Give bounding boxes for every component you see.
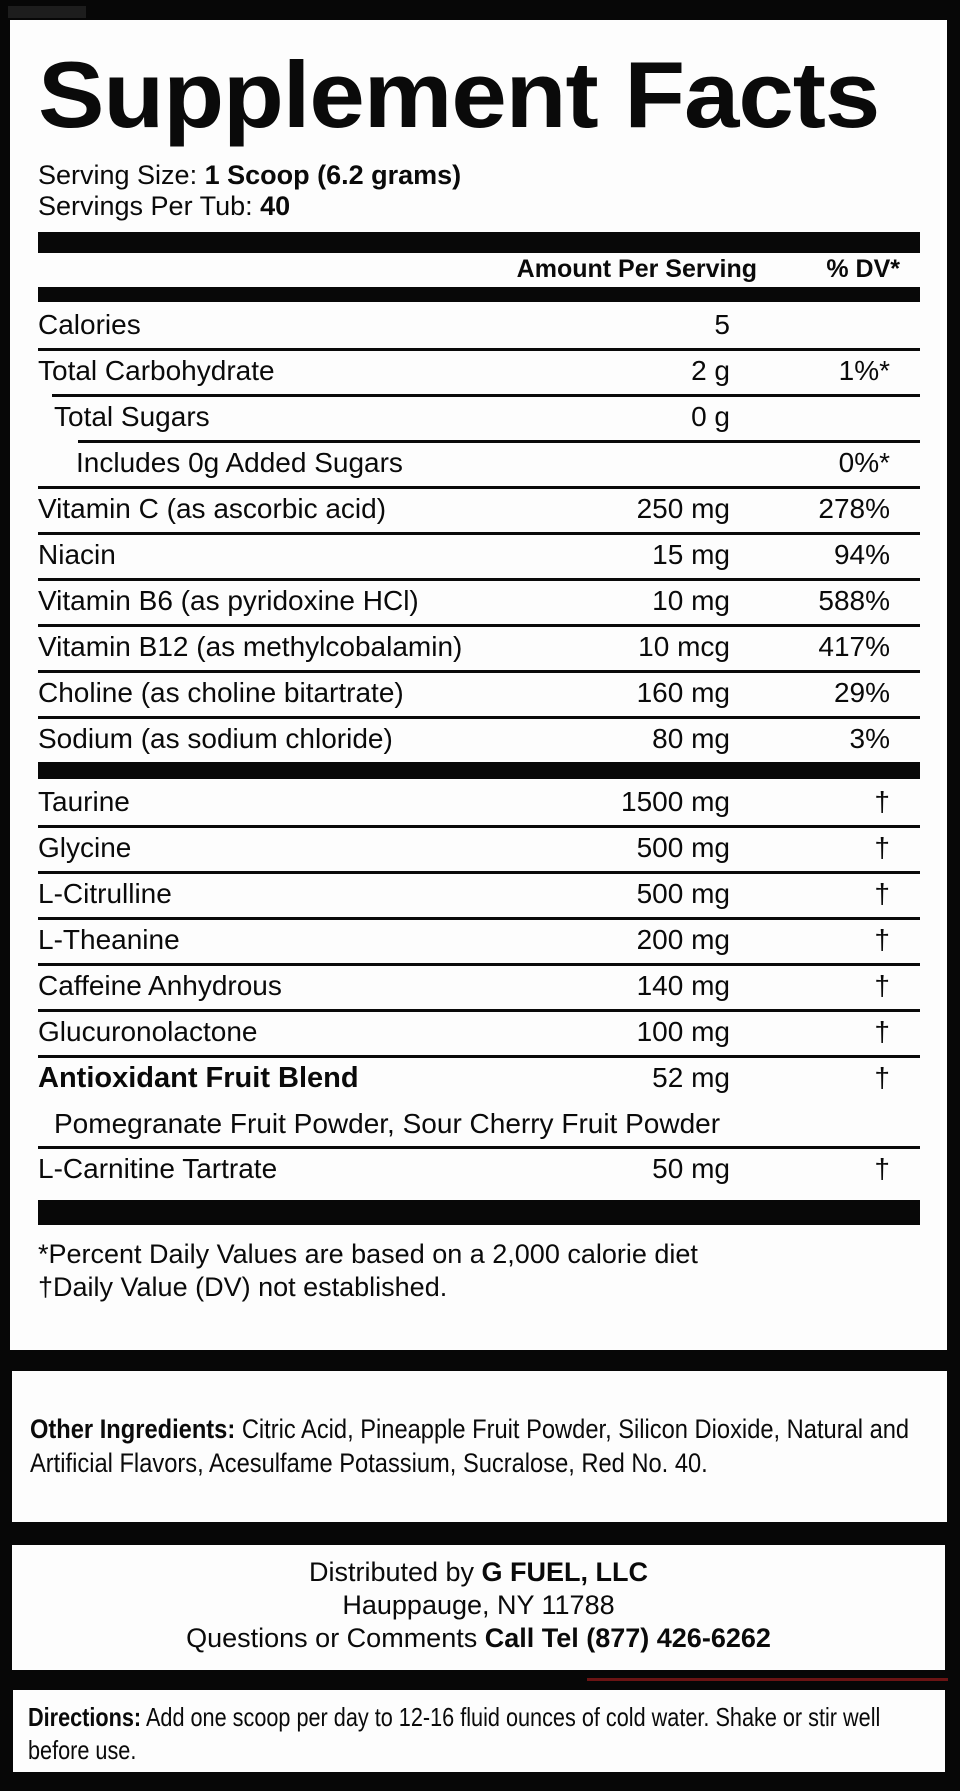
table-row: [38, 779, 920, 825]
row-name: Antioxidant Fruit Blend: [38, 1061, 359, 1094]
dv-column-header: % DV*: [826, 255, 900, 283]
table-row: [38, 486, 920, 532]
row-amount: 100 mg: [636, 1016, 730, 1047]
table-row: [38, 1146, 920, 1192]
row-name: Vitamin B12 (as methylcobalamin): [38, 631, 463, 662]
table-row: [38, 440, 920, 486]
row-dv: †: [874, 924, 890, 955]
section-divider-bar: [38, 762, 920, 779]
supplement-facts-panel: [10, 20, 947, 1350]
directions-label: Directions:: [28, 1702, 142, 1732]
row-amount: 2 g: [691, 355, 730, 386]
row-amount: 200 mg: [636, 924, 730, 955]
row-dv: 3%: [849, 723, 890, 754]
divider-bar-bottom: [38, 1200, 920, 1225]
row-name: L-Carnitine Tartrate: [38, 1153, 278, 1184]
footnote-dagger: †Daily Value (DV) not established.: [38, 1272, 448, 1302]
row-name: Vitamin C (as ascorbic acid): [38, 493, 387, 524]
row-amount: 10 mg: [652, 585, 730, 616]
directions-text: Directions: Add one scoop per day to 12-16 fluid ounces of cold water. Shake or stir well before use.: [28, 1702, 881, 1765]
distributor-phone-line: Questions or Comments Call Tel (877) 426-6262: [186, 1623, 771, 1653]
row-dv: 29%: [833, 677, 890, 708]
row-amount: 250 mg: [636, 493, 730, 524]
row-amount: 1500 mg: [621, 786, 730, 817]
row-dv: †: [874, 1153, 890, 1184]
serving-info: [38, 160, 920, 222]
row-dv: †: [874, 878, 890, 909]
row-name: Calories: [38, 309, 141, 340]
row-amount: 500 mg: [636, 878, 730, 909]
table-row: [38, 825, 920, 871]
row-dv: 94%: [833, 539, 890, 570]
facts-table-rows: [38, 302, 920, 1192]
distributor-panel: [12, 1545, 945, 1670]
row-amount: 52 mg: [652, 1062, 730, 1093]
table-row: [38, 963, 920, 1009]
distributor-address: Hauppauge, NY 11788: [342, 1590, 615, 1620]
row-name: Caffeine Anhydrous: [38, 970, 282, 1001]
table-row: [38, 394, 920, 440]
table-row: [38, 716, 920, 762]
page-title: Supplement Facts: [38, 42, 880, 147]
serving-size-line: Serving Size: 1 Scoop (6.2 grams): [38, 160, 462, 190]
row-dv: †: [874, 1062, 890, 1093]
row-amount: 500 mg: [636, 832, 730, 863]
row-dv: †: [874, 1016, 890, 1047]
row-amount: 10 mcg: [638, 631, 730, 662]
row-name: Glucuronolactone: [38, 1016, 258, 1047]
row-name: L-Citrulline: [38, 878, 172, 909]
blend-components: Pomegranate Fruit Powder, Sour Cherry Fruit Powder: [54, 1107, 721, 1139]
row-name: Glycine: [38, 832, 132, 863]
table-row: [38, 348, 920, 394]
table-row: [38, 624, 920, 670]
distributor-line: Distributed by G FUEL, LLC: [308, 1557, 649, 1587]
row-amount: 50 mg: [652, 1153, 730, 1184]
row-name: Vitamin B6 (as pyridoxine HCl): [38, 585, 419, 616]
table-header: [38, 253, 920, 287]
row-name: Total Carbohydrate: [38, 355, 275, 386]
row-amount: 160 mg: [636, 677, 730, 708]
row-amount: 80 mg: [652, 723, 730, 754]
red-accent-line: [587, 1678, 948, 1681]
row-name: Sodium (as sodium chloride): [38, 723, 393, 754]
table-row: [38, 1009, 920, 1055]
footnotes: [38, 1238, 920, 1304]
row-name: Niacin: [38, 539, 116, 570]
amount-column-header: Amount Per Serving: [516, 255, 757, 283]
row-dv: 0%*: [838, 447, 890, 478]
row-amount: 5: [714, 309, 730, 340]
row-dv: †: [874, 832, 890, 863]
table-row: [38, 871, 920, 917]
row-dv: 588%: [818, 585, 890, 616]
row-name: L-Theanine: [38, 924, 180, 955]
row-name: Choline (as choline bitartrate): [38, 677, 404, 708]
row-dv: 278%: [818, 493, 890, 524]
row-dv: †: [874, 786, 890, 817]
row-amount: 15 mg: [652, 539, 730, 570]
table-row: [38, 1055, 920, 1101]
row-amount: 140 mg: [636, 970, 730, 1001]
table-row: [38, 578, 920, 624]
row-dv: 1%*: [838, 355, 890, 386]
table-row: [38, 917, 920, 963]
row-name: Total Sugars: [54, 401, 210, 432]
directions-panel: [13, 1690, 945, 1772]
row-amount: 0 g: [691, 401, 730, 432]
row-name: Taurine: [38, 786, 130, 817]
other-ingredients-text: Other Ingredients: Citric Acid, Pineapple Fruit Powder, Silicon Dioxide, Natural and Artificial Flavors, Acesulfame Potassium, Sucralose, Red No. 40.: [30, 1414, 910, 1478]
servings-per-tub-line: Servings Per Tub: 40: [38, 191, 291, 221]
table-row: [38, 532, 920, 578]
other-ingredients-label: Other Ingredients:: [30, 1414, 236, 1444]
other-ingredients-panel: [12, 1371, 947, 1522]
row-dv: †: [874, 970, 890, 1001]
table-row: [38, 670, 920, 716]
divider-bar-top: [38, 232, 920, 253]
row-name: Includes 0g Added Sugars: [76, 447, 403, 478]
footnote-daily-value: *Percent Daily Values are based on a 2,000 calorie diet: [38, 1239, 698, 1269]
divider-bar-under-header: [38, 287, 920, 302]
table-row: [38, 302, 920, 348]
photo-artifact: [8, 6, 86, 18]
row-dv: 417%: [818, 631, 890, 662]
